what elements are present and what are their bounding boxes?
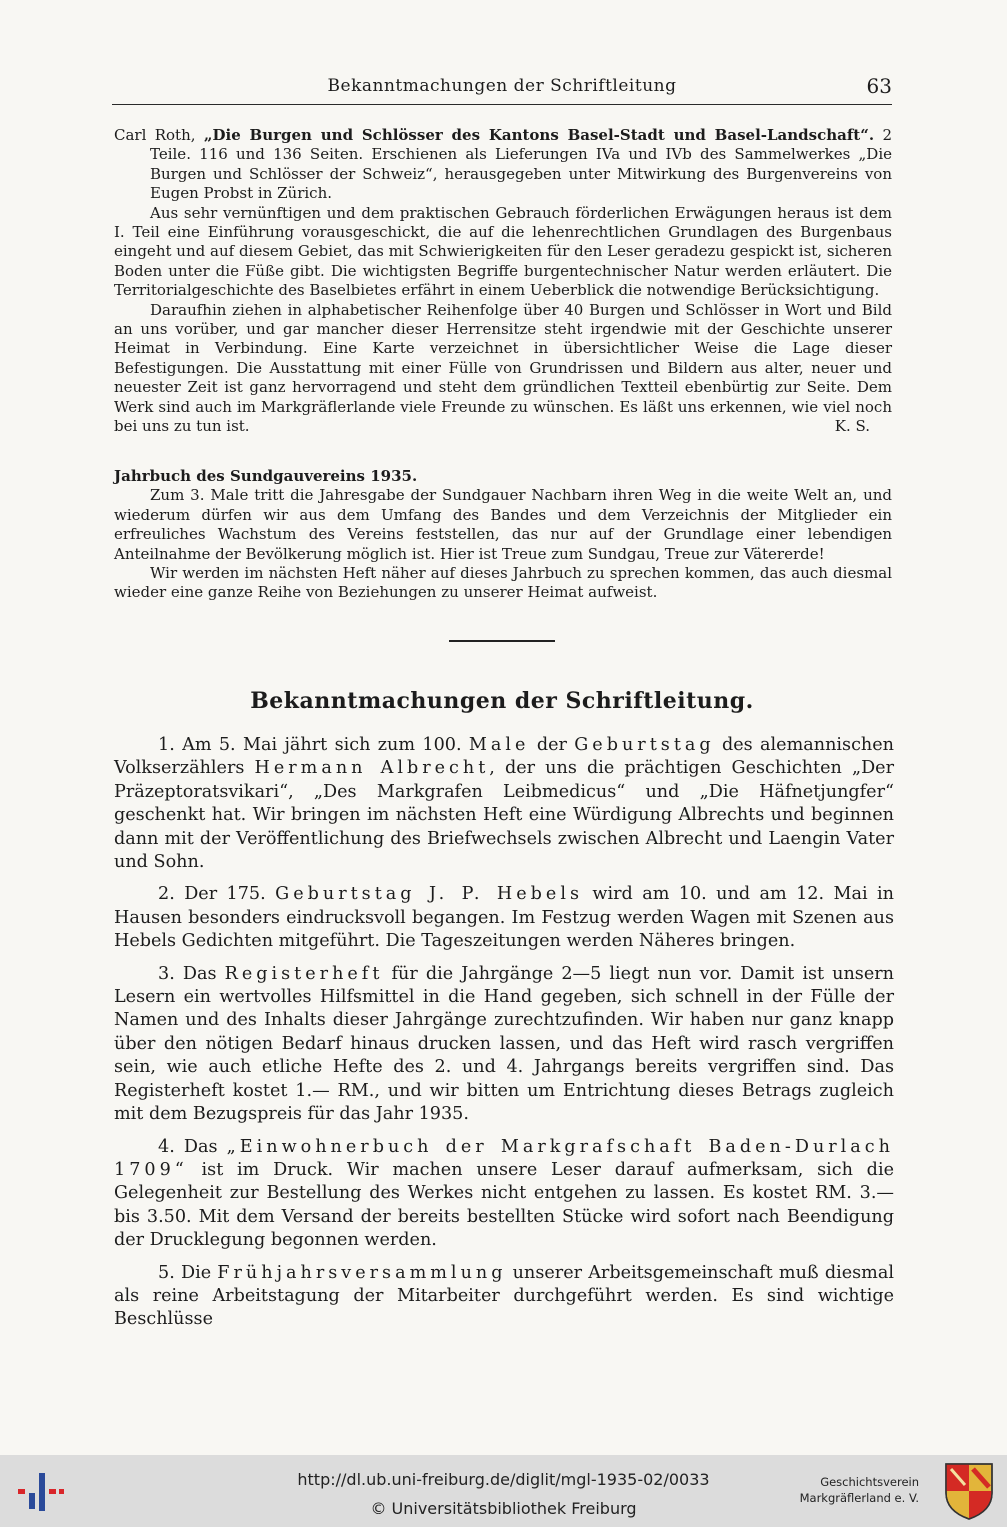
review-signature: K. S. [834, 417, 870, 436]
announcement-2-text-b: wird am 10. und am 12. Mai in Hausen besonders eindrucksvoll begangen. Im Festzug werden Wagen mit Szenen aus Hebels Gedichten mitgeführt. Die Tageszeitungen werden Näheres bringen. [114, 884, 895, 952]
review-sundgau-paragraph-1: Zum 3. Male tritt die Jahresgabe der Sundgauer Nachbarn ihren Weg in die weite Welt an, und wiederum dürfen wir aus dem Umfang des Bandes und dem Verzeichnis der Mitglieder ein erfreuliches Wachstum des Vereins feststellen, das nur auf der Grundlage einer lebendigen Anteilnahme der Bevölkerung möglich ist. Hier ist Treue zum Sundgau, Treue zur Vätererde! [114, 486, 892, 563]
page-header [112, 74, 892, 105]
announcement-4 [114, 1136, 894, 1253]
announcement-3-text-b: für die Jahrgänge 2—5 liegt nun vor. Damit ist unsern Lesern ein wertvolles Hilfsmittel in die Hand gegeben, sich schnell in der Fülle der Namen und des Inhalts dieser Jahrgänge zurechtzufinden. Wir haben nur ganz knapp über den nötigen Bedarf hinaus drucken lassen, und das Heft wird rasch vergriffen sein, wie auch etliche Hefte des 2. und 4. Jahrgangs bereits vergriffen sind. Das Registerheft kostet 1.— RM., und wir bitten um Entrichtung dieses Betrags zugleich mit dem Bezugspreis für das Jahr 1935. [114, 963, 894, 1125]
announcement-1 [114, 734, 894, 874]
review-roth-title: „Die Burgen und Schlösser des Kantons Basel-Stadt und Basel-Landschaft“. [203, 126, 875, 144]
announcement-1-spaced-3: Hermann Albrecht [254, 758, 490, 779]
footer-org-line-1: Geschichtsverein [820, 1475, 919, 1489]
viewer-footer [0, 1455, 1007, 1527]
announcements [114, 734, 894, 1341]
running-head: Bekanntmachungen der Schriftleitung [327, 76, 677, 96]
footer-org-line-2: Markgräflerland e. V. [799, 1491, 919, 1505]
review-roth-citation [114, 126, 892, 204]
announcement-3 [114, 963, 894, 1127]
review-roth-paragraph-2-text: Daraufhin ziehen in alphabetischer Reihenfolge über 40 Burgen und Schlösser in Wort und Bild an uns vorüber, und gar mancher dieser Herrensitze steht irgendwie mit der Geschichte unserer Heimat in Verbindung. Eine Karte verzeichnet in übersichtlicher Weise die Lage dieser Befestigungen. Die Ausstattung mit einer Fülle von Grundrissen und Bildern aus alter, neuer und neuester Zeit ist ganz hervorragend und steht dem gründlichen Textteil ebenbürtig zur Seite. Dem Werk sind auch im Markgräflerlande viele Freunde zu wünschen. Es läßt uns erkennen, wie viel noch bei uns zu tun ist. [114, 300, 892, 436]
review-roth-paragraph-1: Aus sehr vernünftigen und dem praktischen Gebrauch förderlichen Erwägungen heraus ist dem I. Teil eine Einführung vorausgeschickt, die auf die lehenrechtlichen Grundlagen des Burgenbaus eingeht und auf diesem Gebiet, das mit Schwierigkeiten für den Leser geradezu gespickt ist, sicheren Boden unter die Füße gibt. Die wichtigsten Begriffe burgentechnischer Natur werden erläutert. Die Territorialgeschichte des Baselbietes erfährt in einem Ueberblick die notwendige Berücksichtigung. [114, 203, 892, 300]
announcement-4-text-a: 4. Das [158, 1136, 227, 1157]
review-sundgau-title: Jahrbuch des Sundgauvereins 1935. [114, 467, 418, 485]
coat-of-arms-icon[interactable] [943, 1461, 995, 1521]
announcement-3-text-a: 3. Das [158, 963, 225, 984]
announcement-4-text-b: ist im Druck. Wir machen unsere Leser darauf aufmerksam, sich die Gelegenheit zur Bestellung des Werkes nicht entgehen zu lassen. Es kostet RM. 3.— bis 3.50. Mit dem Versand der bereits bestellten Stücke wird sofort nach Beendigung der Drucklegung begonnen werden. [114, 1159, 894, 1251]
review-sundgau [114, 467, 892, 603]
footer-url-link[interactable]: http://dl.ub.uni-freiburg.de/diglit/mgl-1935-02/0033 [297, 1470, 710, 1489]
announcement-5-spaced-1: Frühjahrsversammlung [217, 1262, 507, 1283]
review-roth [114, 126, 892, 437]
footer-copyright: © Universitätsbibliothek Freiburg [370, 1499, 637, 1518]
announcement-5-text-a: 5. Die [158, 1262, 218, 1283]
announcement-1-spaced-2: Geburtstag [574, 735, 715, 755]
announcement-1-text-d: , der uns die prächtigen Geschichten „Der Präzeptoratsvikari“, „Des Markgrafen Leibmedicus“ und „Die Häfnetjungfer“ geschenkt hat. Wir bringen im nächsten Heft eine Würdigung Albrechts und beginnen dann mit der Veröffentlichung des Briefwechsels zwischen Albrecht und Laengin Vater und Sohn. [114, 758, 894, 873]
review-roth-paragraph-2 [114, 301, 892, 437]
announcement-1-spaced-1: Male [468, 735, 530, 755]
page-number: 63 [866, 74, 892, 98]
review-sundgau-paragraph-2: Wir werden im nächsten Heft näher auf dieses Jahrbuch zu sprechen kommen, das auch diesmal wieder eine ganze Reihe von Beziehungen zu unserer Heimat aufweist. [114, 564, 892, 602]
announcement-1-text-a: 1. Am 5. Mai jährt sich zum 100. [158, 735, 469, 755]
announcement-2-spaced-1: Geburtstag J. P. Hebels [275, 884, 584, 905]
announcement-1-text-c: des alemannischen Volkserzählers [114, 735, 894, 779]
announcement-2 [114, 883, 894, 953]
review-roth-info: 2 Teile. 116 und 136 Seiten. Erschienen als Lieferungen IVa und IVb des Sammelwerkes „Die Burgen und Schlösser der Schweiz“, herausgegeben unter Mitwirkung des Burgenvereins von Eugen Probst in Zürich. [150, 126, 892, 203]
announcement-5-text-b: unserer Arbeitsgemeinschaft muß diesmal als reine Arbeitstagung der Mitarbeiter durchgeführt werden. Es sind wichtige Beschlüsse [114, 1262, 894, 1330]
section-divider [449, 640, 555, 642]
announcement-2-text-a: 2. Der 175. [158, 884, 276, 905]
review-roth-author: Carl Roth, [114, 126, 204, 144]
footer-organization[interactable] [800, 1474, 919, 1506]
section-heading: Bekanntmachungen der Schriftleitung. [250, 688, 754, 714]
announcement-5 [114, 1262, 894, 1332]
announcement-4-spaced-1: „Einwohnerbuch der Markgrafschaft Baden-Durlach 1709“ [114, 1136, 894, 1180]
announcement-3-spaced-1: Registerheft [224, 963, 384, 984]
announcement-1-text-b: der [529, 735, 575, 755]
